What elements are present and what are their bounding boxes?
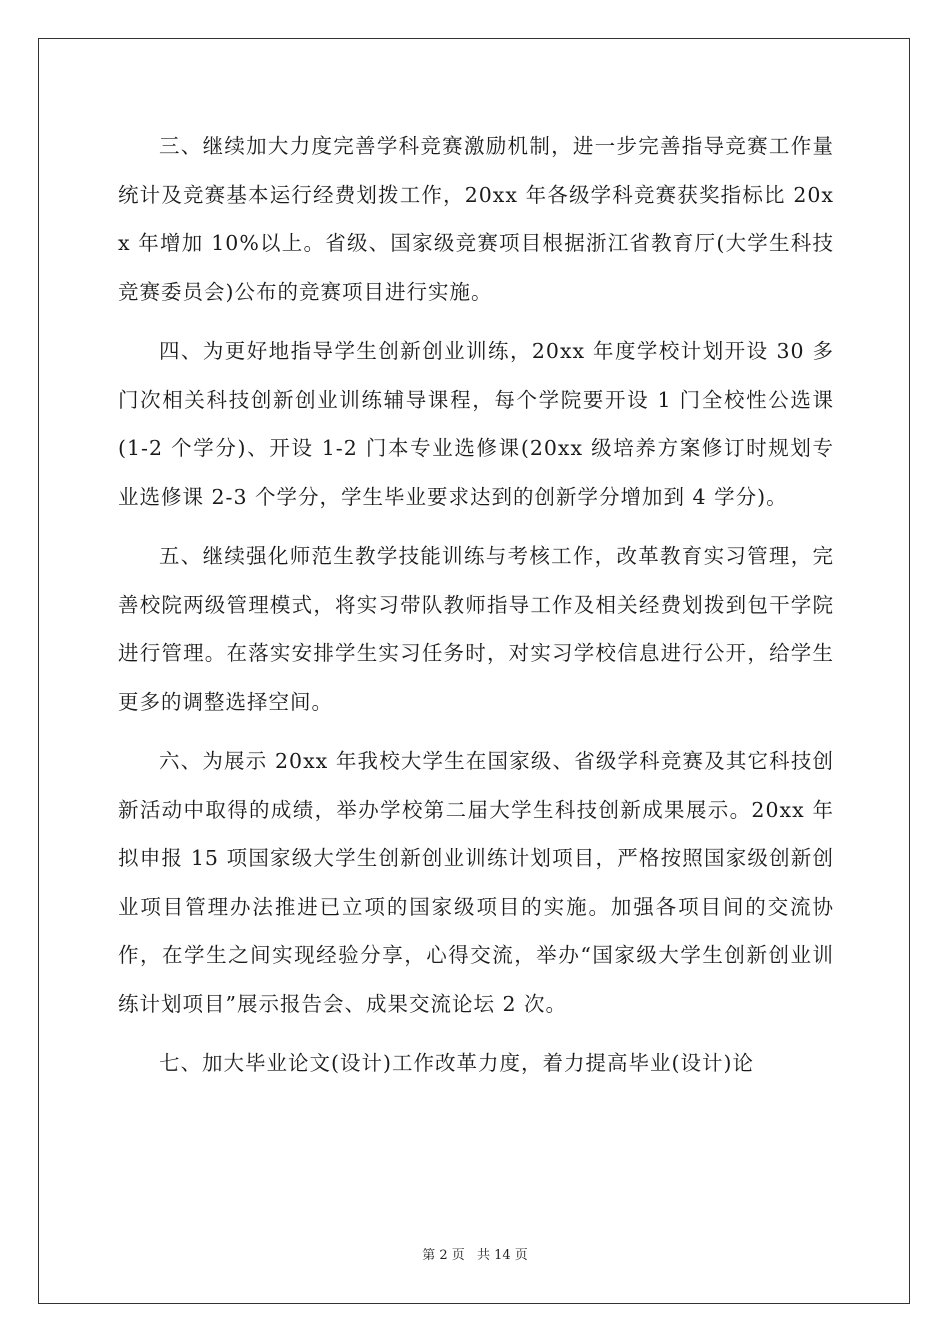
- paragraph-7: 七、加大毕业论文(设计)工作改革力度，着力提高毕业(设计)论: [159, 1051, 754, 1075]
- document-body: [118, 122, 834, 1099]
- paragraph-5: 五、继续强化师范生教学技能训练与考核工作，改革教育实习管理，完善校院两级管理模式，将实习带队教师指导工作及相关经费划拨到包干学院进行管理。在落实安排学生实习任务时，对实习学校信息进行公开，给学生更多的调整选择空间。: [118, 544, 834, 714]
- page-footer: [0, 1244, 950, 1263]
- paragraph-6: 六、为展示 20xx 年我校大学生在国家级、省级学科竞赛及其它科技创新活动中取得的成绩，举办学校第二届大学生科技创新成果展示。20xx 年拟申报 15 项国家级大学生创新创业训练计划项目，严格按照国家级创新创业项目管理办法推进已立项的国家级项目的实施。加强各项目间的交流协作，在学生之间实现经验分享，心得交流，举办“国家级大学生创新创业训练计划项目”展示报告会、成果交流论坛 2 次。: [118, 749, 834, 1016]
- paragraph-4: 四、为更好地指导学生创新创业训练，20xx 年度学校计划开设 30 多门次相关科技创新创业训练辅导课程，每个学院要开设 1 门全校性公选课(1-2 个学分)、开设 1-2 门本专业选修课(20xx 级培养方案修订时规划专业选修课 2-3 个学分，学生毕业要求达到的创新学分增加到 4 学分)。: [118, 339, 834, 509]
- paragraph-3: 三、继续加大力度完善学科竞赛激励机制，进一步完善指导竞赛工作量统计及竞赛基本运行经费划拨工作，20xx 年各级学科竞赛获奖指标比 20xx 年增加 10%以上。省级、国家级竞赛项目根据浙江省教育厅(大学生科技竞赛委员会)公布的竞赛项目进行实施。: [118, 134, 834, 304]
- page-total: 共 14 页: [476, 1248, 528, 1263]
- page-number: 第 2 页: [422, 1248, 465, 1263]
